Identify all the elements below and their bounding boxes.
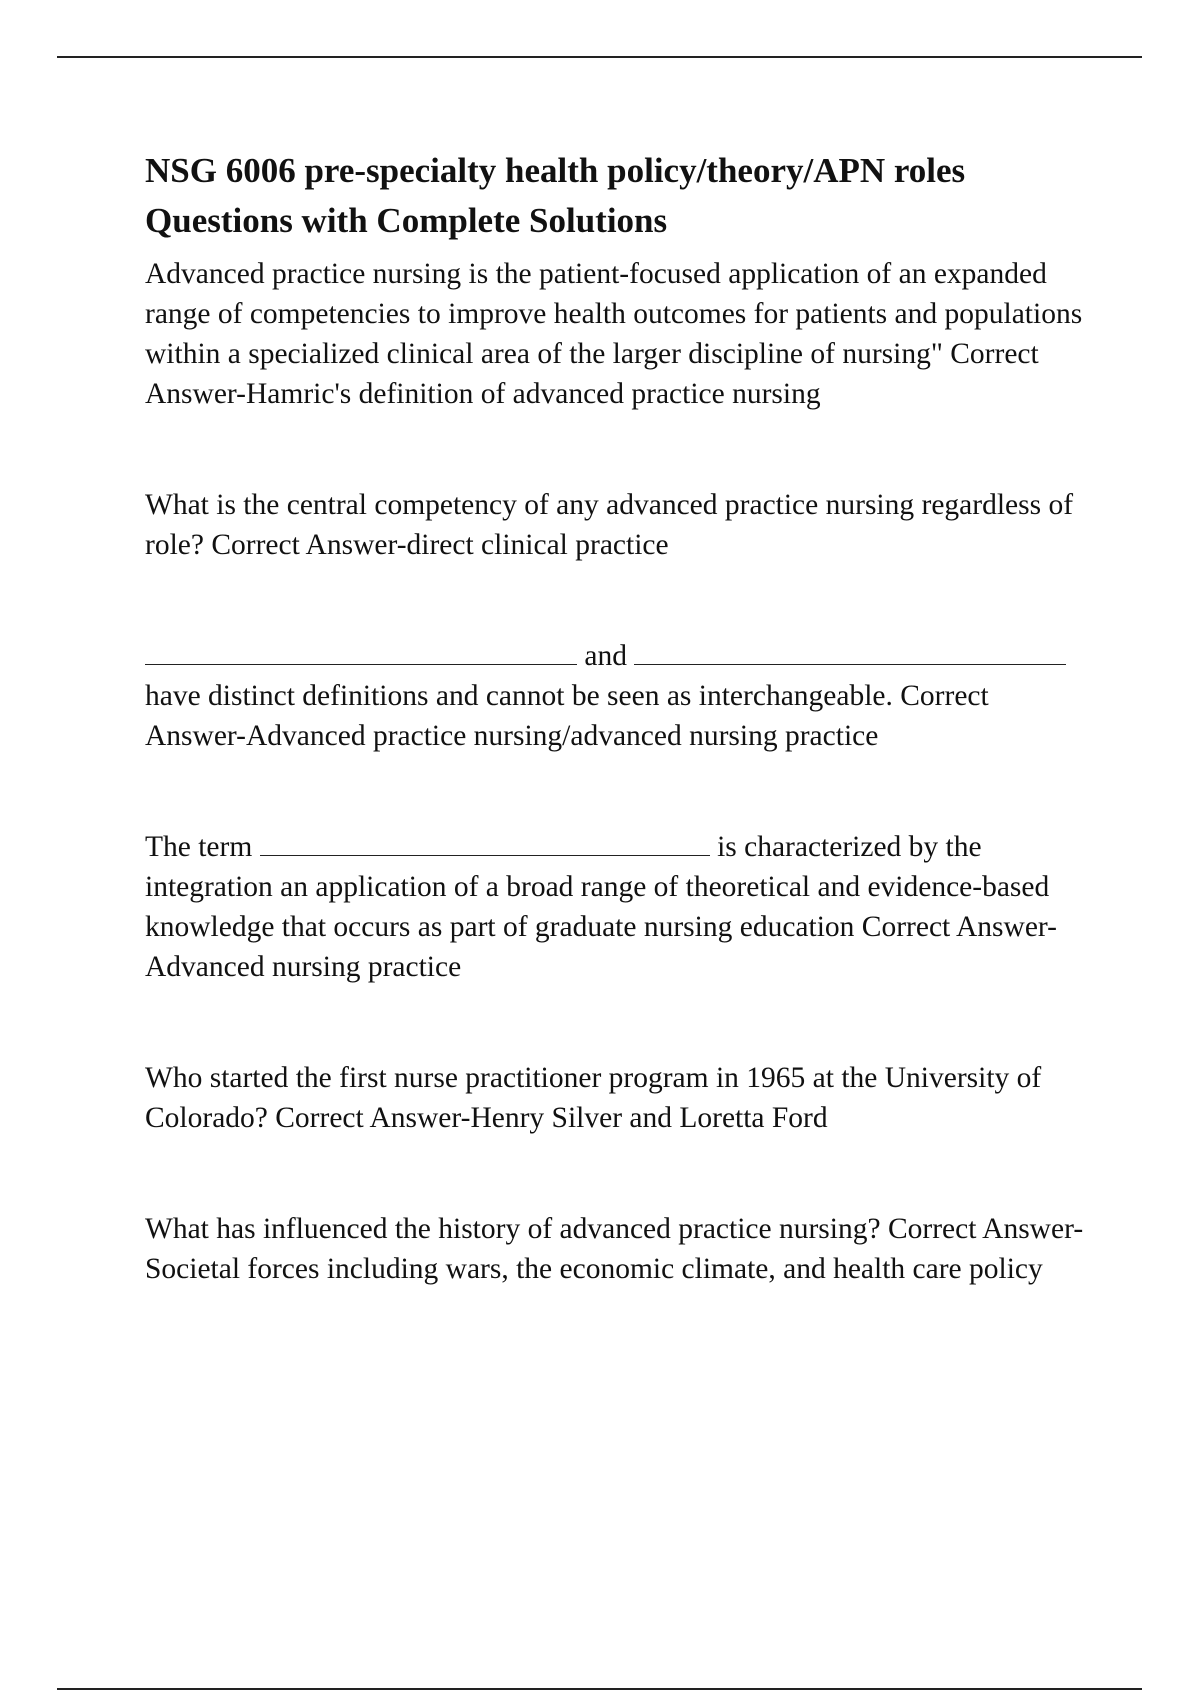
qa-item-1: [145, 254, 1095, 414]
qa-item-2-text: What is the central competency of any advanced practice nursing regardless of role? Correct Answer-direct clinical practice: [145, 489, 1074, 561]
header-rule: [57, 56, 1142, 58]
qa-item-3-text: have distinct definitions and cannot be seen as interchangeable. Correct Answer-Advanced practice nursing/advanced nursing practice: [145, 680, 989, 752]
fill-in-blank-1: [145, 636, 577, 665]
qa-item-4-lead: The term: [145, 831, 253, 863]
qa-item-6: [145, 1209, 1095, 1289]
qa-item-5: [145, 1058, 1095, 1138]
qa-item-2: [145, 485, 1095, 565]
qa-item-3: [145, 636, 1095, 756]
document-title: NSG 6006 pre-specialty health policy/theory/APN roles Questions with Complete Solutions: [145, 151, 966, 240]
footer-rule: [57, 1688, 1142, 1690]
document-body: [145, 146, 1095, 1289]
qa-item-6-text: What has influenced the history of advanced practice nursing? Correct Answer-Societal forces including wars, the economic climate, and health care policy: [145, 1213, 1084, 1285]
fill-in-blank-2: [634, 636, 1066, 665]
qa-item-1-text: Advanced practice nursing is the patient-focused application of an expanded range of competencies to improve health outcomes for patients and populations within a specialized clinical area of the larger discipline of nursing" Correct Answer-Hamric's definition of advanced practice nursing: [145, 258, 1083, 410]
qa-item-4-text: is characterized by the integration an application of a broad range of theoretical and evidence-based knowledge that occurs as part of graduate nursing education Correct Answer-Advanced nursing practice: [145, 831, 1057, 983]
qa-item-5-text: Who started the first nurse practitioner program in 1965 at the University of Colorado? Correct Answer-Henry Silver and Loretta Ford: [145, 1062, 1042, 1134]
qa-item-4: [145, 827, 1095, 987]
blank-joiner: and: [584, 640, 627, 672]
fill-in-blank-3: [260, 827, 710, 856]
